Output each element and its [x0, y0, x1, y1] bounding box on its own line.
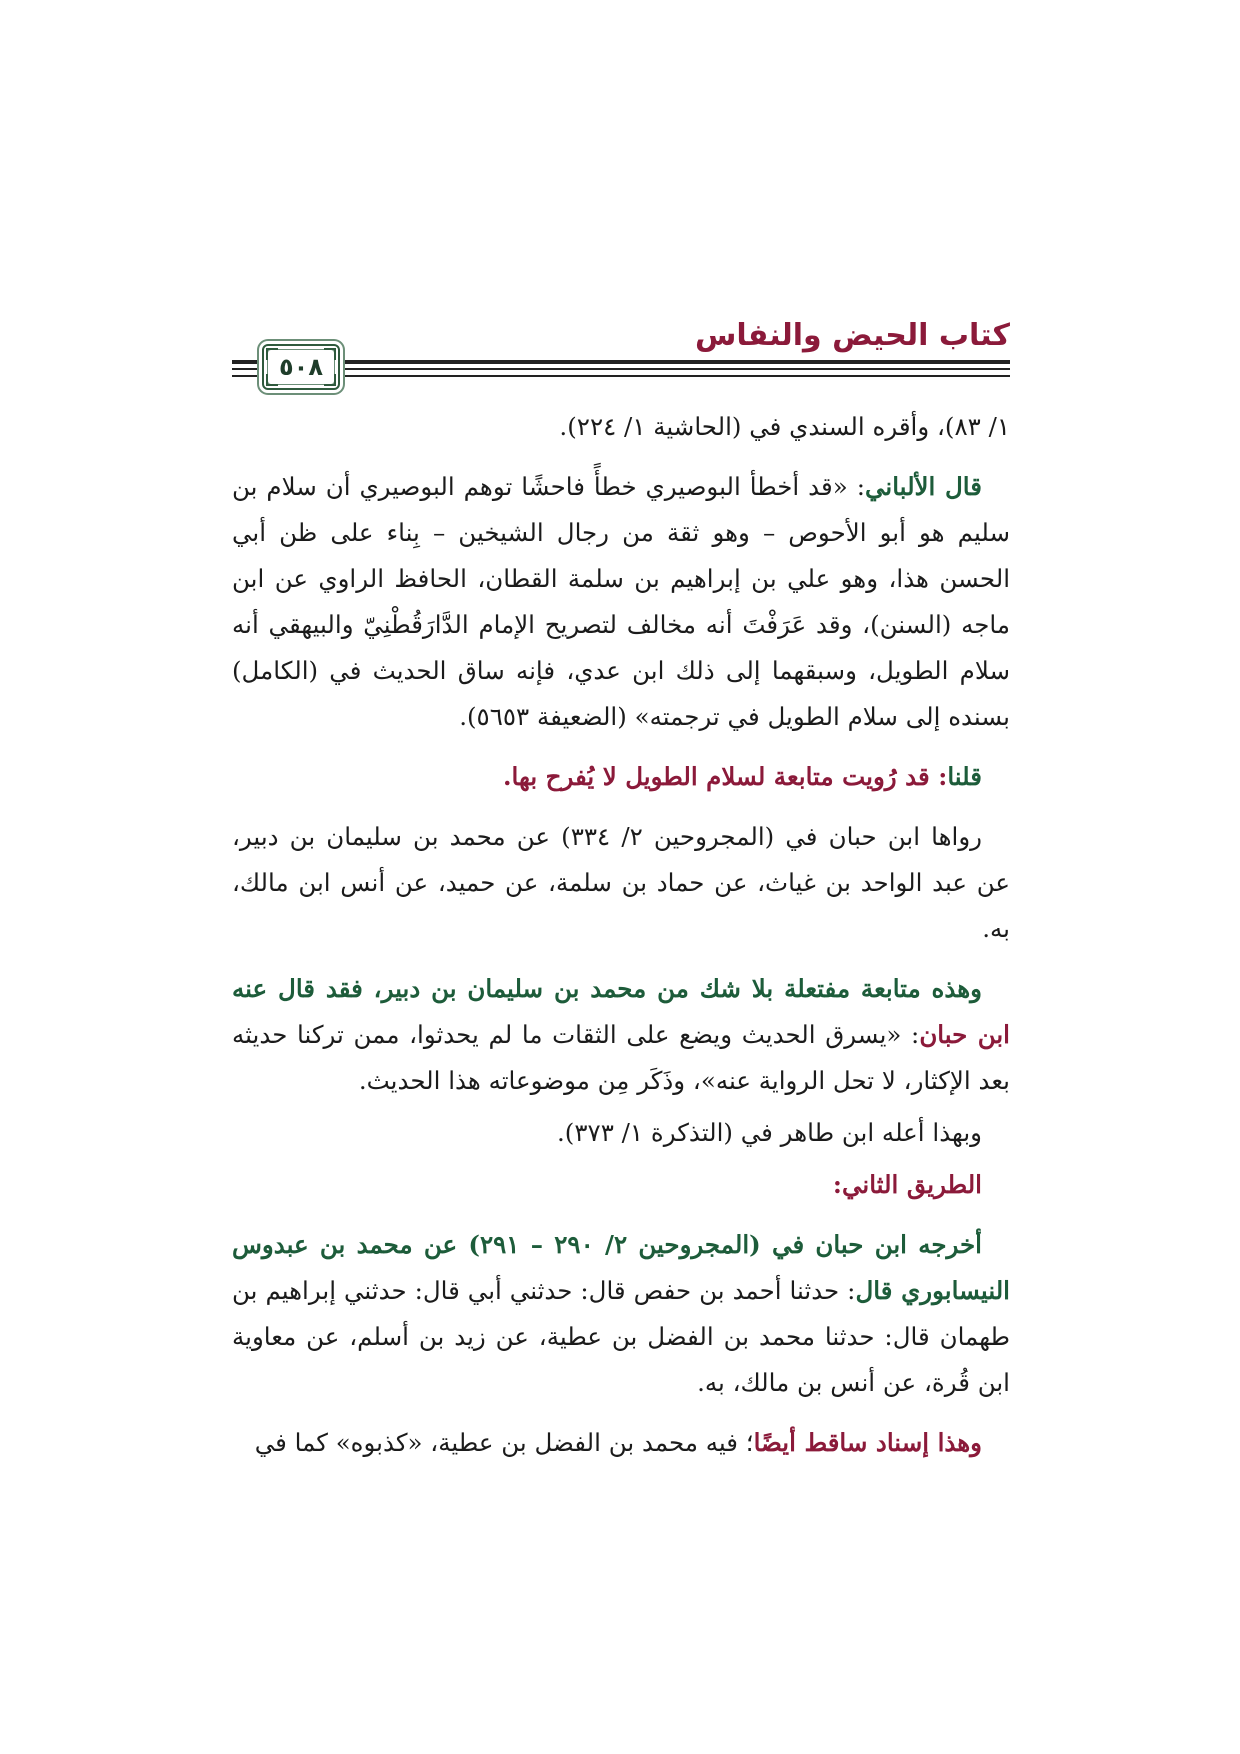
paragraph-text: : «يسرق الحديث ويضع على الثقات ما لم يحدثوا، ممن تركنا حديثه بعد الإكثار، لا تحل الرواية عنه»، وذَكَر مِن موضوعاته هذا الحديث.	[232, 1020, 1010, 1095]
speaker-label: قال الألباني	[864, 472, 982, 501]
paragraph	[232, 814, 1010, 952]
paragraph	[232, 1222, 1010, 1406]
paragraph	[232, 464, 1010, 740]
ornament-corner	[324, 348, 336, 360]
page-number: ٥٠٨	[267, 349, 335, 385]
paragraph-text: ؛ فيه محمد بن الفضل بن عطية، «كذبوه» كما في	[254, 1428, 754, 1457]
header-rule	[232, 375, 1010, 377]
page-header	[232, 318, 1010, 394]
ornament-corner	[266, 348, 278, 360]
paragraph	[232, 1110, 1010, 1156]
ornament-corner	[266, 374, 278, 386]
paragraph	[232, 966, 1010, 1104]
section-heading	[232, 1162, 1010, 1208]
book-title: كتاب الحيض والنفاس	[694, 318, 1010, 353]
paragraph	[232, 1420, 1010, 1466]
emphasis-text: : قد رُويت متابعة لسلام الطويل لا يُفرح بها.	[503, 762, 948, 791]
paragraph-text: : «قد أخطأ البوصيري خطأً فاحشًا توهم البوصيري أن سلام بن سليم هو أبو الأحوص – وهو ثقة من رجال الشيخين – بِناء على ظن أبي الحسن هذا، وهو علي بن إبراهيم بن سلمة القطان، الحافظ الراوي عن ابن ماجه (السنن)، وقد عَرَفْتَ أنه مخالف لتصريح الإمام الدَّارَقُطْنِيّ والبيهقي أنه سلام الطويل، وسبقهما إلى ذلك ابن عدي، فإنه ساق الحديث في (الكامل) بسنده إلى سلام الطويل في ترجمته» (الضعيفة ٥٦٥٣).	[232, 472, 1010, 731]
paragraph-text: ١/ ٨٣)، وأقره السندي في (الحاشية ١/ ٢٢٤).	[559, 412, 1010, 441]
heading-text: الطريق الثاني:	[832, 1170, 982, 1199]
header-rule	[232, 368, 1010, 370]
header-rule	[232, 360, 1010, 364]
emphasis-text: وهذه متابعة مفتعلة بلا شك من محمد بن سليمان بن دبير، فقد قال عنه	[232, 974, 982, 1003]
ornament-corner	[324, 374, 336, 386]
paragraph-text: : حدثنا أحمد بن حفص قال: حدثني أبي قال: حدثني إبراهيم بن طهمان قال: حدثنا محمد بن الفضل بن عطية، عن زيد بن أسلم، عن معاوية ابن قُرة، عن أنس بن مالك، به.	[232, 1276, 1010, 1397]
emphasis-text: وهذا إسناد ساقط أيضًا	[753, 1428, 982, 1457]
paragraph-text: وبهذا أعله ابن طاهر في (التذكرة ١/ ٣٧٣).	[557, 1118, 982, 1147]
page-number-frame	[262, 344, 340, 390]
speaker-label: قلنا	[947, 762, 982, 791]
paragraph	[232, 404, 1010, 450]
speaker-label: ابن حبان	[919, 1020, 1010, 1049]
page-body	[232, 404, 1010, 1480]
paragraph-text: رواها ابن حبان في (المجروحين ٢/ ٣٣٤) عن محمد بن سليمان بن دبير، عن عبد الواحد بن غياث، عن حماد بن سلمة، عن حميد، عن أنس ابن مالك، به.	[232, 822, 1010, 943]
emphasis-text: أخرجه ابن حبان في (المجروحين ٢/ ٢٩٠ – ٢٩١) عن محمد بن عبدوس النيسابوري قال	[232, 1230, 1010, 1305]
paragraph	[232, 754, 1010, 800]
